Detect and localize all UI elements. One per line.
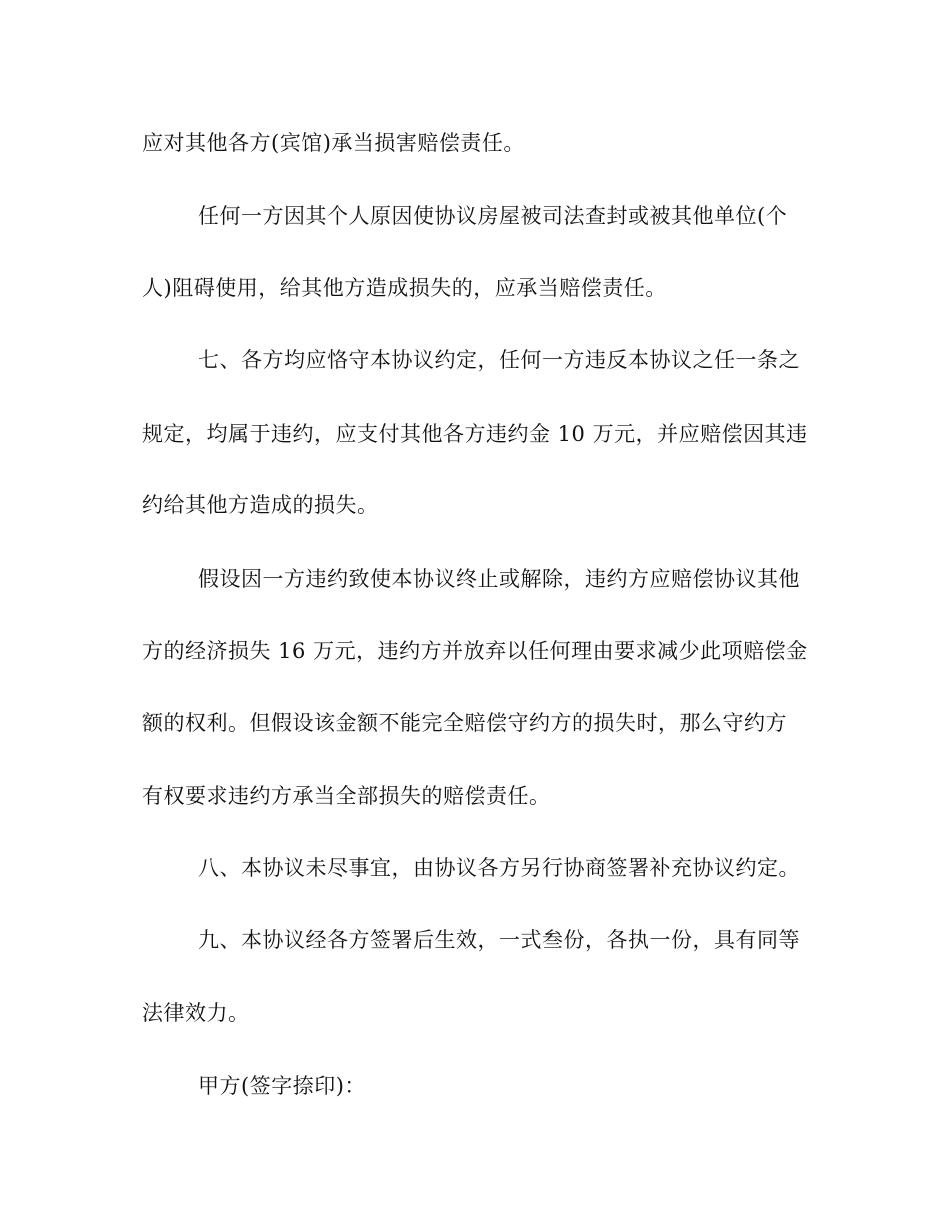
paragraph-line-2: 任何一方因其个人原因使协议房屋被司法查封或被其他单位(个 (198, 204, 788, 228)
signature-label: 甲方(签字捺印)： (198, 1074, 366, 1098)
paragraph-line-3: 人)阻碍使用，给其他方造成损失的，应承当赔偿责任。 (142, 276, 667, 300)
paragraph-line-5: 规定，均属于违约，应支付其他各方违约金 10 万元，并应赔偿因其违 (142, 422, 808, 446)
paragraph-line-1: 应对其他各方(宾馆)承当损害赔偿责任。 (142, 131, 525, 155)
paragraph-line-13: 法律效力。 (142, 1001, 250, 1025)
paragraph-line-10: 有权要求违约方承当全部损失的赔偿责任。 (142, 784, 551, 808)
paragraph-line-4: 七、各方均应恪守本协议约定，任何一方违反本协议之任一条之 (198, 348, 800, 372)
paragraph-line-11: 八、本协议未尽事宜，由协议各方另行协商签署补充协议约定。 (198, 856, 800, 880)
paragraph-line-12: 九、本协议经各方签署后生效，一式叁份，各执一份，具有同等 (198, 928, 800, 952)
paragraph-line-9: 额的权利。但假设该金额不能完全赔偿守约方的损失时，那么守约方 (142, 711, 787, 735)
paragraph-line-7: 假设因一方违约致使本协议终止或解除，违约方应赔偿协议其他 (198, 567, 800, 591)
paragraph-line-6: 约给其他方造成的损失。 (142, 493, 379, 517)
paragraph-line-8: 方的经济损失 16 万元，违约方并放弃以任何理由要求减少此项赔偿金 (142, 639, 808, 663)
